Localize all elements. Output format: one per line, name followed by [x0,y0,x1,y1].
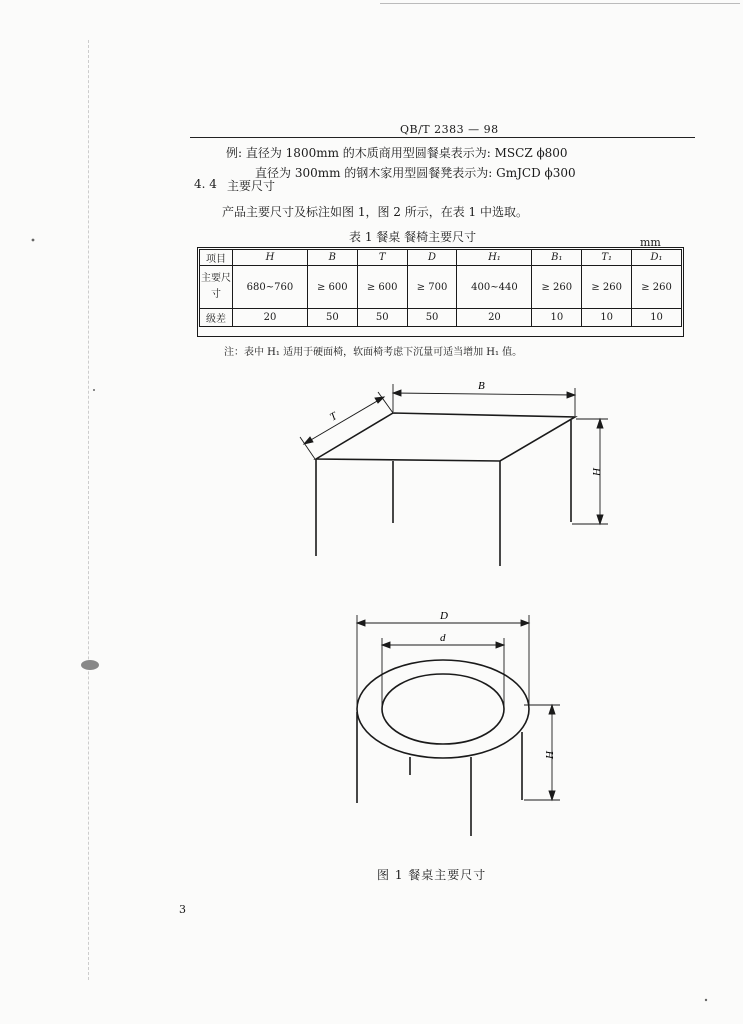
example-line-2: 直径为 300mm 的钢木家用型圆餐凳表示为: GmJCD ϕ300 [255,166,576,180]
size-cell: ≥ 600 [307,266,357,309]
size-cell: ≥ 260 [632,266,682,309]
label-h-rect: H [591,468,603,476]
rect-table-drawing [316,413,575,566]
section-title: 主要尺寸 [227,179,276,193]
label-d-outer: D [440,610,448,622]
table-note: 注：表中 H₁ 适用于硬面椅，软面椅考虑下沉量可适当增加 H₁ 值。 [224,347,523,358]
step-cell: 50 [357,309,407,327]
label-h-round: H [544,751,556,759]
label-b: B [478,380,485,392]
step-row-label: 级差 [200,309,233,327]
header-cell: B₁ [532,250,582,266]
round-table-inner-edge [382,674,504,744]
figure-caption: 图 1 餐桌主要尺寸 [377,868,487,882]
size-cell: ≥ 260 [532,266,582,309]
table-unit: mm [640,236,661,249]
step-cell: 20 [233,309,308,327]
size-cell: ≥ 600 [357,266,407,309]
header-cell: H [233,250,308,266]
header-cell: D [407,250,457,266]
header-cell: T [357,250,407,266]
header-cell: D₁ [632,250,682,266]
size-cell: 680~760 [233,266,308,309]
label-d-inner: d [440,632,446,644]
rect-table-dimensions [300,384,608,524]
header-cell: T₁ [582,250,632,266]
size-cell: 400~440 [457,266,532,309]
size-cell: ≥ 700 [407,266,457,309]
standard-code-header: QB/T 2383 — 98 [400,123,499,136]
rect-table-top [316,413,575,461]
step-cell: 50 [307,309,357,327]
page-number: 3 [179,903,186,916]
size-row-label: 主要尺寸 [200,266,233,309]
size-cell: ≥ 260 [582,266,632,309]
step-cell: 10 [582,309,632,327]
step-cell: 10 [632,309,682,327]
header-cell: B [307,250,357,266]
table-title: 表 1 餐桌 餐椅主要尺寸 [349,230,477,244]
label-t: T [327,410,340,424]
example-line-1: 例: 直径为 1800mm 的木质商用型圆餐桌表示为: MSCZ ϕ800 [226,146,568,160]
step-cell: 50 [407,309,457,327]
header-label-cell: 项目 [200,250,233,266]
step-cell: 10 [532,309,582,327]
section-number: 4. 4 [194,177,217,191]
round-table-drawing [357,660,529,836]
header-cell: H₁ [457,250,532,266]
section-body: 产品主要尺寸及标注如图 1，图 2 所示，在表 1 中选取。 [222,205,528,219]
scan-marks [32,239,708,1002]
step-cell: 20 [457,309,532,327]
